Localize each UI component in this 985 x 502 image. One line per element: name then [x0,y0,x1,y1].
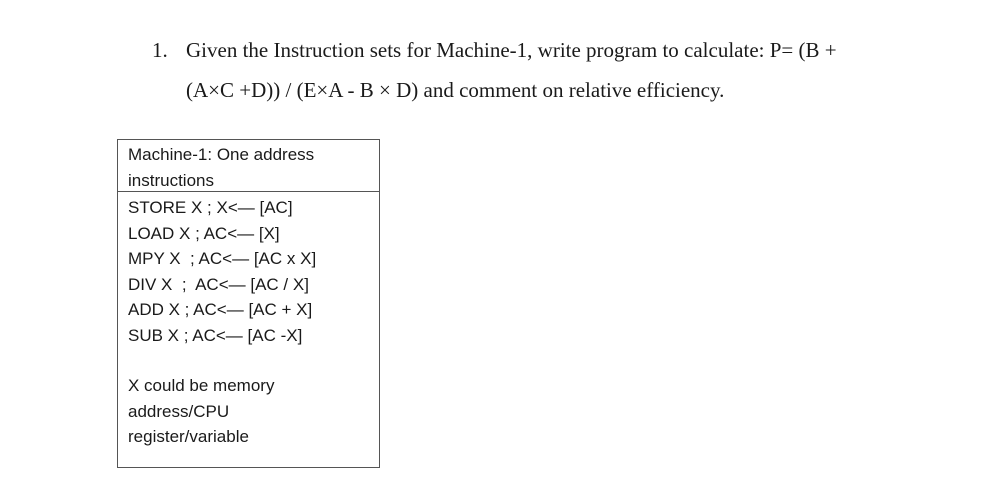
instruction-div: DIV X ; AC<— [AC / X] [128,274,309,294]
table-header-line: Machine-1: One address [128,145,315,164]
question-text-2: (A×C +D)) / (E×A - B × D) and comment on relative efficiency. [186,78,725,102]
instruction-add: ADD X ; AC<— [AC + X] [128,300,313,319]
question-line-1 [152,30,952,70]
note-line: address/CPU [128,401,230,421]
instruction-store: STORE X ; X<— [AC] [128,198,293,217]
note-line: X could be memory [128,376,275,395]
question-number: 1. [152,38,168,62]
instruction-sub: SUB X ; AC<— [AC -X] [128,325,303,345]
table-header [118,140,379,192]
question-line-2 [152,70,952,110]
table-body [118,192,379,450]
question [152,30,952,110]
question-text-1: Given the Instruction sets for Machine-1, write program to calculate: P= (B + [186,38,837,62]
note-line: register/variable [128,427,249,446]
spacer [128,348,371,373]
instruction-load: LOAD X ; AC<— [X] [128,223,280,243]
instruction-mpy: MPY X ; AC<— [AC x X] [128,249,317,268]
table-header-line: instructions [128,170,214,190]
instruction-set-table [117,139,380,468]
